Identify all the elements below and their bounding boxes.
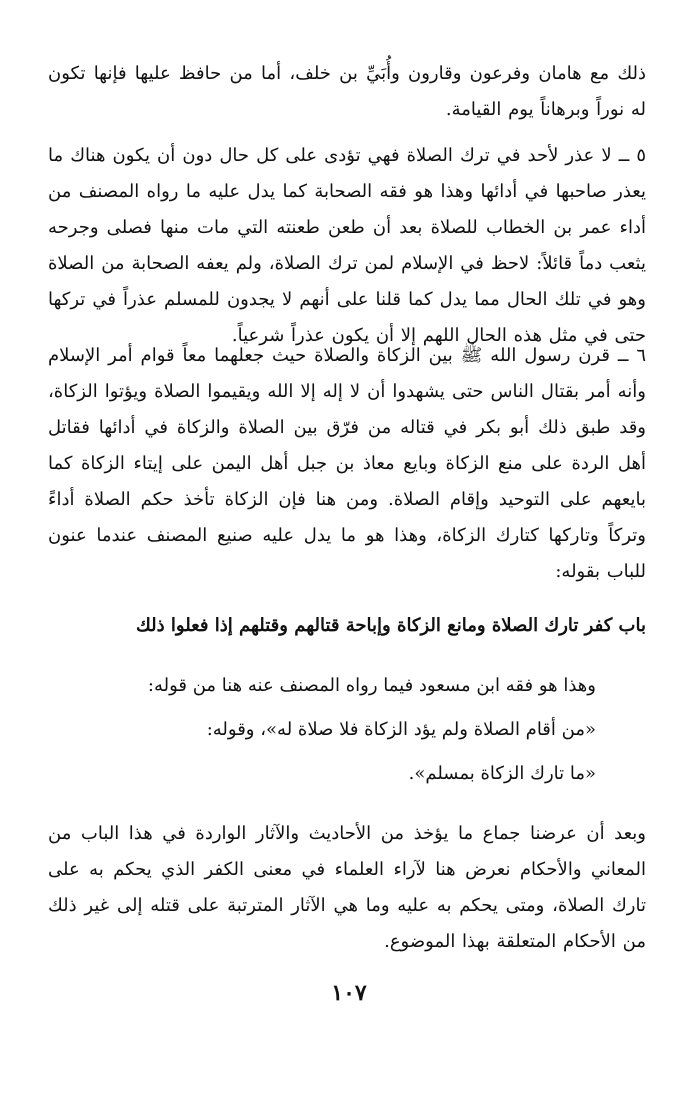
- paragraph-point-6: ٦ ــ قرن رسول الله ﷺ بين الزكاة والصلاة حيث جعلهما معاً قوام أمر الإسلام وأنه أمر بقتال الناس حتى يشهدوا أن لا إله إلا الله ويقيموا الصلاة ويؤتوا الزكاة، وقد طبق ذلك أبو بكر في قتاله من فرّق بين الصلاة والزكاة في أدائها فقاتل أهل الردة على منع الزكاة وبايع معاذ بن جبل أهل اليمن على إيتاء الزكاة كما بايعهم على التوحيد وإقام الصلاة. ومن هنا فإن الزكاة تأخذ حكم الصلاة أداءً وتركاً وتاركها كتارك الزكاة، وهذا هو ما يدل عليه صنيع المصنف عندما عنون للباب بقوله:: [48, 345, 647, 582]
- quote-line-1: وهذا هو فقه ابن مسعود فيما رواه المصنف عنه هنا من قوله:: [147, 675, 596, 696]
- quote-line-3: «ما تارك الزكاة بمسلم».: [408, 763, 596, 784]
- chapter-heading: باب كفر تارك الصلاة ومانع الزكاة وإباحة قتالهم وقتلهم إذا فعلوا ذلك: [135, 615, 646, 636]
- quote-line-2: «من أقام الصلاة ولم يؤد الزكاة فلا صلاة له»، وقوله:: [206, 719, 596, 740]
- paragraph-intro-continuation: ذلك مع هامان وفرعون وقارون وأُبَيِّ بن خلف، أما من حافظ عليها فإنها تكون له نوراً وبرهاناً يوم القيامة.: [48, 63, 646, 120]
- closing-paragraph: وبعد أن عرضنا جماع ما يؤخذ من الأحاديث والآثار الواردة في هذا الباب من المعاني والأحكام نعرض هنا لآراء العلماء في معنى الكفر الذي يحكم به على تارك الصلاة، ومتى يحكم به عليه وما هي الآثار المترتبة على قتله إلى غير ذلك من الأحكام المتعلقة بهذا الموضوع.: [48, 823, 646, 952]
- paragraph-point-5: ٥ ــ لا عذر لأحد في ترك الصلاة فهي تؤدى على كل حال دون أن يكون هناك ما يعذر صاحبها في أدائها وهذا هو فقه الصحابة كما يدل عليه ما رواه المصنف من أداء عمر بن الخطاب للصلاة بعد أن طعن طعنته التي مات منها فصلى وجرحه يثعب دماً قائلاً: لاحظ في الإسلام لمن ترك الصلاة، ولم يعفه الصحابة من الصلاة وهو في تلك الحال مما يدل كما قلنا على أنهم لا يجدون للمسلم عذراً في تركها حتى في مثل هذه الحال اللهم إلا أن يكون عذراً شرعياً.: [48, 145, 646, 346]
- page-number: ١٠٧: [331, 980, 367, 1006]
